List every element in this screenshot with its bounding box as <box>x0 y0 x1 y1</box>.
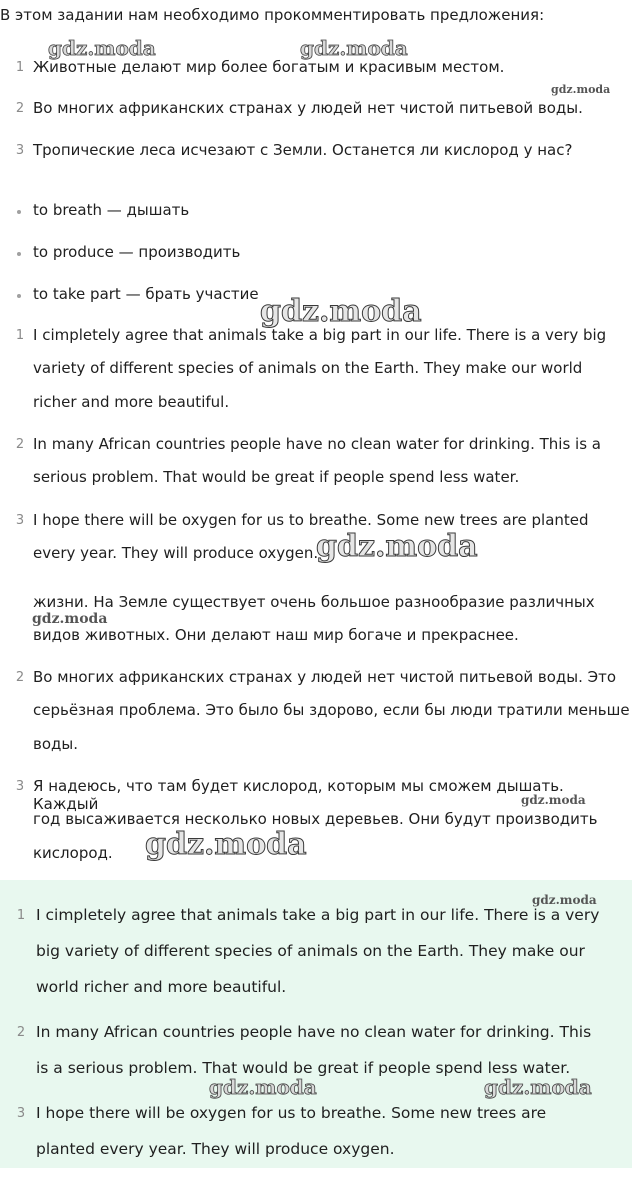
answer-line: serious problem. That would be great if people spend less water. <box>33 468 520 486</box>
task-sentence-text: Во многих африканских странах у людей нет чистой питьевой воды. <box>33 99 583 117</box>
vocab-text: to produce — производить <box>33 243 241 261</box>
translation-line: год высаживается несколько новых деревьев. Они будут производить <box>33 810 598 828</box>
list-number: 2 <box>15 670 25 685</box>
answer-line: big variety of different species of animals on the Earth. They make our <box>36 942 585 960</box>
list-number: 3 <box>16 1106 26 1121</box>
answer-line: variety of different species of animals on the Earth. They make our world <box>33 359 583 377</box>
answer-line: I hope there will be oxygen for us to breathe. Some new trees are <box>36 1104 547 1122</box>
list-number: 3 <box>15 779 25 794</box>
translation-line: серьёзная проблема. Это было бы здорово, если бы люди тратили меньше <box>33 701 630 719</box>
list-number: 2 <box>15 101 25 116</box>
list-number: 3 <box>15 513 25 528</box>
vocab-text: to take part — брать участие <box>33 285 259 303</box>
watermark-logo: gdz.moda <box>551 83 611 96</box>
answer-line: I cimpletely agree that animals take a big part in our life. There is a very <box>36 906 600 924</box>
bullet-dot <box>17 252 21 256</box>
task-sentence-text: Тропические леса исчезают с Земли. Останется ли кислород у нас? <box>33 141 573 159</box>
answer-line: I hope there will be oxygen for us to breathe. Some new trees are planted <box>33 511 589 529</box>
watermark-logo: gdz.moda <box>521 793 586 807</box>
translation-line: Я надеюсь, что там будет кислород, которым мы сможем дышать. Каждый <box>33 777 564 813</box>
vocab-text: to breath — дышать <box>33 201 190 219</box>
task-sentence-text: Животные делают мир более богатым и красивым местом. <box>33 58 505 76</box>
answer-line: In many African countries people have no clean water for drinking. This <box>36 1023 592 1041</box>
translation-line: видов животных. Они делают наш мир богаче и прекраснее. <box>33 626 519 644</box>
translation-line: воды. <box>33 735 78 753</box>
list-number: 3 <box>15 143 25 158</box>
answer-line: planted every year. They will produce oxygen. <box>36 1140 395 1158</box>
watermark-logo: gdz.moda <box>260 294 422 329</box>
answer-line: In many African countries people have no clean water for drinking. This is a <box>33 435 601 453</box>
answer-line: every year. They will produce oxygen. <box>33 544 319 562</box>
translation-line: Во многих африканских странах у людей нет чистой питьевой воды. Это <box>33 668 617 686</box>
watermark-logo: gdz.moda <box>532 893 597 907</box>
intro-text: В этом задании нам необходимо прокомментировать предложения: <box>0 6 545 24</box>
list-number: 1 <box>15 328 25 343</box>
watermark-logo: gdz.moda <box>300 36 408 60</box>
list-number: 2 <box>15 437 25 452</box>
watermark-logo: gdz.moda <box>48 36 156 60</box>
list-number: 1 <box>15 60 25 75</box>
answer-line: richer and more beautiful. <box>33 393 230 411</box>
answer-line: I cimpletely agree that animals take a big part in our life. There is a very big <box>33 326 607 344</box>
translation-line: жизни. На Земле существует очень большое разнообразие различных <box>33 593 595 611</box>
answer-line: world richer and more beautiful. <box>36 978 287 996</box>
watermark-logo: gdz.moda <box>316 529 478 564</box>
watermark-logo: gdz.moda <box>209 1075 317 1099</box>
bullet-dot <box>17 294 21 298</box>
list-number: 2 <box>16 1025 26 1040</box>
watermark-logo: gdz.moda <box>484 1075 592 1099</box>
list-number: 1 <box>16 908 26 923</box>
translation-line: кислород. <box>33 844 113 862</box>
watermark-logo: gdz.moda <box>145 827 307 862</box>
watermark-logo: gdz.moda <box>32 611 108 627</box>
answer-line: is a serious problem. That would be great if people spend less water. <box>36 1059 571 1077</box>
bullet-dot <box>17 210 21 214</box>
